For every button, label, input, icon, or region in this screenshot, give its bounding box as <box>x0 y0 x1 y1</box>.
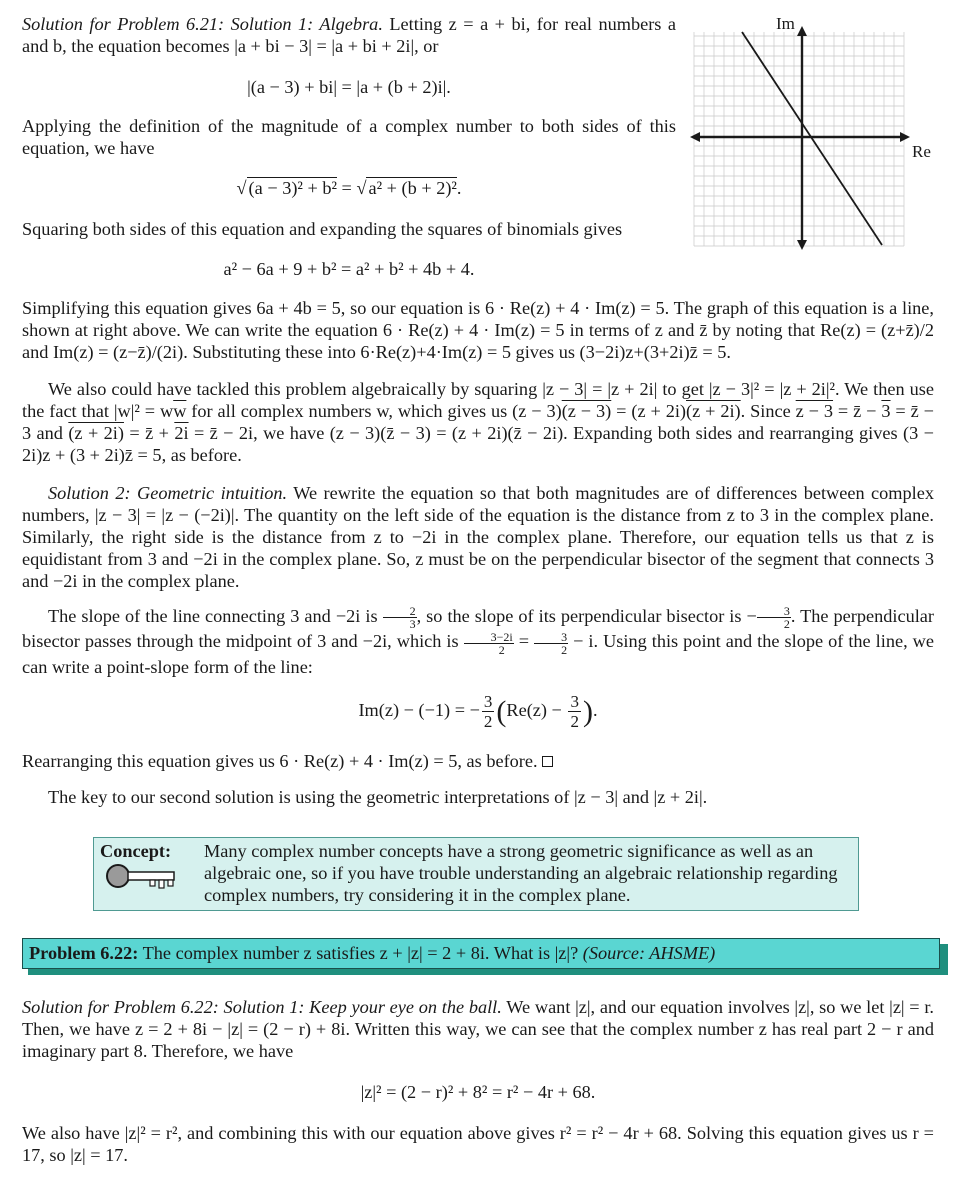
solution-6-21-paragraph-9: The key to our second solution is using the geometric interpretations of |z − 3| and |z + 2i|. <box>48 787 708 807</box>
equation-expanded: a² − 6a + 9 + b² = a² + b² + 4b + 4. <box>223 259 475 279</box>
axes <box>694 32 904 246</box>
method-label: Solution 1: Algebra. <box>230 14 383 34</box>
fraction-three-halves: $\frac{3}{2}$ <box>483 692 493 732</box>
axis-label-im: Im <box>776 14 795 33</box>
period: . <box>456 178 462 198</box>
equation-magnitudes: |(a − 3) + bi| = |a + (b + 2)i|. <box>247 77 451 97</box>
arrow-left-icon <box>690 132 700 142</box>
concept-text: Many complex number concepts have a strong geometric significance as well as an algebraic one, so if you have trouble understanding an algebraic relationship regarding complex numbers, try considering it in the complex plane. <box>204 841 838 905</box>
bisector-line <box>742 32 882 245</box>
equals: = <box>336 178 357 198</box>
grid <box>694 32 904 246</box>
solution-6-21-paragraph-2: Applying the definition of the magnitude of a complex number to both sides of this equation, we have <box>22 116 676 158</box>
problem-source: (Source: AHSME) <box>582 943 716 963</box>
complex-plane-graph <box>690 12 942 252</box>
solution-6-21-paragraph-6: Solution 2: Geometric intuition. We rewrite the equation so that both magnitudes are of differences between complex numbers, |z − 3| = |z − (−2i)|. The quantity on the left side of the equation is the distance from z to 3 in the complex plane. Similarly, the right side is the distance from z to −2i in the complex plane. Therefore, our equation tells us that z is equidistant from 3 and −2i in the complex plane. So, z must be on the perpendicular bisector of the segment that connects 3 and −2i in the complex plane. <box>22 483 934 591</box>
solution-6-21-paragraph-3: Squaring both sides of this equation and expanding the squares of binomials gives <box>22 219 623 239</box>
equation-modulus-squared: |z|² = (2 − r)² + 8² = r² − 4r + 68. <box>360 1082 596 1102</box>
solution-6-22-paragraph-2: We also have |z|² = r², and combining this with our equation above gives r² = r² − 4r + 68. Solving this equation gives us r = 17, so |z| = 17. <box>22 1123 934 1165</box>
arrow-down-icon <box>797 240 807 250</box>
solution-6-21-paragraph-1 <box>22 13 676 57</box>
arrow-up-icon <box>797 26 807 36</box>
solution-label: Solution for Problem 6.22: <box>22 997 219 1017</box>
solution-6-21-paragraph-5: We also could have tackled this problem algebraically by squaring |z − 3| = |z + 2i| to get |z − 3|² = |z + 2i|². We then use the fact that $|w|^2 = w\overline{w}$ for all complex numbers w, which gives us (z − 3)(z − 3) = (z + 2i)(z + 2i). Since z − 3 = z̄ − 3 = z̄ − 3 and (z + 2i) = z̄ + 2i = z̄ − 2i, we have (z − 3)(z̄ − 3) = (z + 2i)(z̄ − 2i). Expanding both sides and rearranging gives (3 − 2i)z + (3 + 2i)z̄ = 5, as before. <box>22 379 934 465</box>
sqrt-right: a² + (b + 2)² <box>368 178 457 198</box>
paragraph-text: Letting z = a + bi, for real numbers a and b, the equation becomes |a + bi − 3| = |a + bi + 2i|, or <box>22 14 676 56</box>
fraction-two-thirds: $\frac{2}{3}$ <box>383 605 417 630</box>
solution-6-21-paragraph-4: Simplifying this equation gives 6a + 4b = 5, so our equation is 6 · Re(z) + 4 · Im(z) = 5. The graph of this equation is a line, shown at right above. We can write the equation 6 · Re(z) + 4 · Im(z) = 5 in terms of z and z̄ by noting that Re(z) = (z+z̄)/2 and Im(z) = (z−z̄)/(2i). Substituting these into 6·Re(z)+4·Im(z) = 5 gives us (3−2i)z+(3+2i)z̄ = 5. <box>22 298 934 362</box>
solution-6-21-paragraph-7: The slope of the line connecting 3 and −2i is $\frac{2}{3}$ , so the slope of its perpendicular bisector is − $\frac{3}{2}$ . The perpendicular bisector passes through the midpoint of 3 and −2i, which is $\frac{3-2i}{2}$ = $\frac{3}{2}$ − i. Using this point and the slope of the line, we can write a point-slope form of the line: <box>22 604 935 677</box>
problem-6-22-box <box>22 938 950 976</box>
fraction-three-halves: $\frac{3}{2}$ <box>534 631 568 656</box>
problem-statement <box>22 938 940 969</box>
problem-text: The complex number z satisfies z + |z| = 2 + 8i. What is |z|? <box>138 943 583 963</box>
fraction-three-halves: $\frac{3}{2}$ <box>757 605 791 630</box>
key-icon <box>104 863 176 891</box>
method-label: Solution 1: Keep your eye on the ball. <box>223 997 502 1017</box>
solution-label: Solution for Problem 6.21: <box>22 14 225 34</box>
sqrt-left: (a − 3)² + b² <box>248 178 337 198</box>
problem-label: Problem 6.22: <box>29 943 139 963</box>
concept-label: Concept: <box>100 841 172 861</box>
qed-box-icon <box>542 756 553 767</box>
fraction-midpoint: $\frac{3-2i}{2}$ <box>464 631 514 656</box>
equation-square-roots: √ (a − 3)² + b² = √ a² + (b + 2)². <box>236 178 462 198</box>
equation-point-slope: Im(z) − (−1) = − $\frac{3}{2}$ (Re(z) − $\frac{3}{2}$ ). <box>358 692 598 732</box>
concept-box <box>93 837 859 911</box>
fraction-three-halves: $\frac{3}{2}$ <box>570 692 579 732</box>
axis-label-re: Re <box>912 142 931 161</box>
arrow-right-icon <box>900 132 910 142</box>
solution-6-21-paragraph-8: Rearranging this equation gives us 6 · Re(z) + 4 · Im(z) = 5, as before. <box>22 750 934 772</box>
method-label: Solution 2: Geometric intuition. <box>48 483 288 503</box>
solution-6-22-paragraph-1: Solution for Problem 6.22: Solution 1: Keep your eye on the ball. We want |z|, and our equation involves |z|, so we let |z| = r. Then, we have z = 2 + 8i − |z| = (2 − r) + 8i. Written this way, we can see that the complex number z has real part 2 − r and imaginary part 8. Therefore, we have <box>22 997 934 1061</box>
